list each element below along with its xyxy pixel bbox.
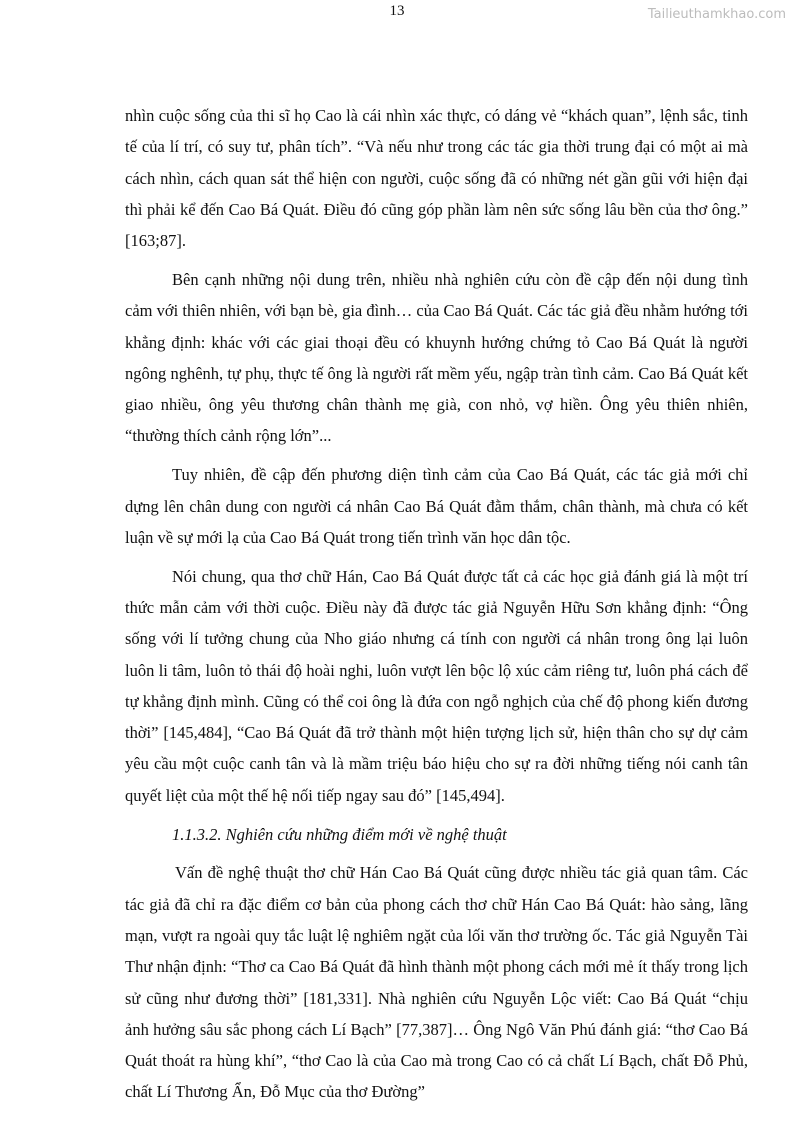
paragraph-1: nhìn cuộc sống của thi sĩ họ Cao là cái nhìn xác thực, có dáng vẻ “khách quan”, lệnh sắc, tinh tế của lí trí, có suy tư, phân tích”. “Và nếu như trong các tác gia thời trung đại có một ai mà cách nhìn, cách quan sát thể hiện con người, cuộc sống đã có những nét gần gũi với hiện đại thì phải kể đến Cao Bá Quát. Điều đó cũng góp phần làm nên sức sống lâu bền của thơ ông.” [163;87]. [125, 106, 748, 251]
paragraph-5: Vấn đề nghệ thuật thơ chữ Hán Cao Bá Quát cũng được nhiều tác giả quan tâm. Các tác giả đã chỉ ra đặc điểm cơ bản của phong cách thơ chữ Hán Cao Bá Quát: hào sảng, lãng mạn, vượt ra ngoài quy tắc luật lệ nghiêm ngặt của lối văn thơ trường ốc. Tác giả Nguyễn Tài Thư nhận định: “Thơ ca Cao Bá Quát đã hình thành một phong cách mới mẻ ít thấy trong lịch sử cũng như đương thời” [181,331]. Nhà nghiên cứu Nguyễn Lộc viết: Cao Bá Quát “chịu ảnh hưởng sâu sắc phong cách Lí Bạch” [77,387]… Ông Ngô Văn Phú đánh giá: “thơ Cao Bá Quát thoát ra hùng khí”, “thơ Cao là của Cao mà trong Cao có cả chất Lí Bạch, chất Đỗ Phủ, chất Lí Thương Ẩn, Đỗ Mục của thơ Đường” [125, 863, 748, 1102]
paragraph-4: Nói chung, qua thơ chữ Hán, Cao Bá Quát được tất cả các học giả đánh giá là một trí thức mẫn cảm với thời cuộc. Điều này đã được tác giả Nguyễn Hữu Sơn khẳng định: “Ông sống với lí tưởng chung của Nho giáo nhưng cá tính con người cá nhân trong ông lại luôn luôn li tâm, luôn tỏ thái độ hoài nghi, luôn vượt lên bộc lộ xúc cảm riêng tư, luôn phá cách để tự khẳng định mình. Cũng có thể coi ông là đứa con ngỗ nghịch của chế độ phong kiến đương thời” [145,484], “Cao Bá Quát đã trở thành một hiện tượng lịch sử, hiện thân cho sự dự cảm yêu cầu một cuộc canh tân và là mầm triệu báo hiệu cho sự ra đời những tiếng nói canh tân quyết liệt của một thế hệ nối tiếp ngay sau đó” [145,494]. [125, 566, 748, 805]
section-subheading: 1.1.3.2. Nghiên cứu những điểm mới về nghệ thuật [172, 824, 507, 844]
document-body [125, 100, 748, 1115]
paragraph-2: Bên cạnh những nội dung trên, nhiều nhà nghiên cứu còn đề cập đến nội dung tình cảm với thiên nhiên, với bạn bè, gia đình… của Cao Bá Quát. Các tác giả đều nhằm hướng tới khẳng định: khác với các giai thoại đều có khuynh hướng chứng tỏ Cao Bá Quát là người ngông nghênh, tự phụ, thực tế ông là người rất mềm yếu, ngập tràn tình cảm. Cao Bá Quát kết giao nhiều, ông yêu thương chân thành mẹ già, con nhỏ, vợ hiền. Ông yêu thiên nhiên, “thường thích cảnh rộng lớn”... [125, 269, 748, 446]
page-number: 13 [389, 3, 405, 19]
watermark: Tailieuthamkhao.com [647, 7, 786, 22]
paragraph-3: Tuy nhiên, đề cập đến phương diện tình cảm của Cao Bá Quát, các tác giả mới chỉ dựng lên chân dung con người cá nhân Cao Bá Quát đằm thắm, chân thành, mà chưa có kết luận về sự mới lạ của Cao Bá Quát trong tiến trình văn học dân tộc. [125, 465, 748, 547]
